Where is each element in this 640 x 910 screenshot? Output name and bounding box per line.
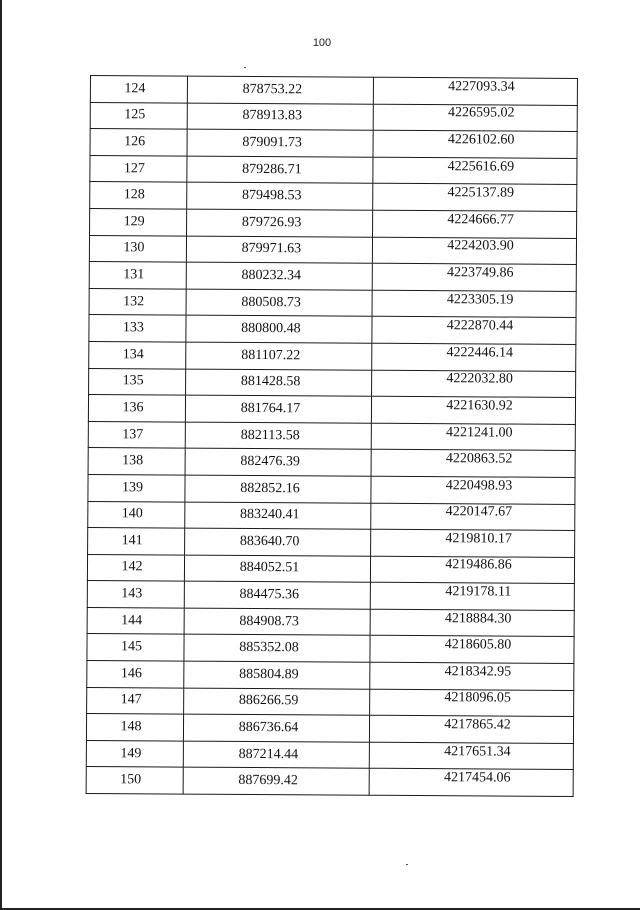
point-number-text: 142 <box>121 559 143 575</box>
x-coordinate-cell <box>184 688 370 716</box>
x-coordinate-text: 881428.58 <box>240 374 301 390</box>
point-number-text: 148 <box>120 719 142 735</box>
y-coordinate-cell <box>371 503 575 531</box>
x-coordinate-text: 883640.70 <box>239 533 300 550</box>
y-coordinate-cell <box>370 689 574 717</box>
x-coordinate-cell <box>187 156 373 184</box>
point-number-cell <box>90 129 187 156</box>
point-number-cell <box>90 155 187 182</box>
y-coordinate-cell <box>369 715 573 743</box>
x-coordinate-cell <box>187 103 373 131</box>
point-number-text: 127 <box>123 160 145 176</box>
x-coordinate-text: 884908.73 <box>239 613 299 629</box>
x-coordinate-cell <box>184 635 370 663</box>
y-coordinate-text: 4218605.80 <box>444 637 512 653</box>
point-number-text: 146 <box>120 666 142 682</box>
y-coordinate-cell <box>373 77 577 105</box>
x-coordinate-cell <box>185 502 371 530</box>
table-row <box>89 368 576 398</box>
table-row <box>90 208 577 238</box>
x-coordinate-cell <box>186 369 372 397</box>
point-number-cell <box>90 182 187 209</box>
point-number-cell <box>86 714 183 741</box>
point-number-text: 133 <box>122 320 145 336</box>
x-coordinate-cell <box>185 422 371 450</box>
y-coordinate-text: 4219486.86 <box>445 557 512 574</box>
x-coordinate-cell <box>187 182 373 210</box>
y-coordinate-cell <box>371 476 575 504</box>
table-row <box>87 607 574 637</box>
table-row <box>89 262 576 292</box>
scan-speck <box>244 67 246 68</box>
x-coordinate-text: 879971.63 <box>241 241 302 257</box>
x-coordinate-text: 881107.22 <box>241 347 301 364</box>
y-coordinate-text: 4225616.69 <box>447 158 515 175</box>
table-row <box>87 634 574 664</box>
table-row <box>90 102 577 132</box>
point-number-cell <box>88 448 185 475</box>
y-coordinate-cell <box>370 583 574 611</box>
scan-speck <box>406 864 408 865</box>
table-row <box>86 740 573 770</box>
point-number-cell <box>86 740 183 767</box>
y-coordinate-cell <box>371 529 575 557</box>
table-row <box>87 687 574 717</box>
y-coordinate-cell <box>371 396 575 424</box>
x-coordinate-text: 887699.42 <box>238 773 298 789</box>
y-coordinate-text: 4227093.34 <box>448 78 515 95</box>
point-number-text: 131 <box>123 267 145 283</box>
point-number-text: 139 <box>121 479 144 496</box>
y-coordinate-cell <box>373 130 577 158</box>
y-coordinate-cell <box>371 423 575 451</box>
point-number-cell <box>89 288 186 315</box>
table-row <box>88 474 575 504</box>
point-number-text: 128 <box>123 187 145 203</box>
y-coordinate-text: 4219810.17 <box>445 531 512 547</box>
y-coordinate-text: 4225137.89 <box>447 185 515 201</box>
point-number-text: 126 <box>124 134 146 150</box>
point-number-cell <box>89 262 186 289</box>
point-number-cell <box>89 315 186 342</box>
coordinates-table-container <box>86 75 576 797</box>
y-coordinate-text: 4222032.80 <box>446 371 513 387</box>
table-row <box>87 661 574 691</box>
y-coordinate-cell <box>370 636 574 664</box>
point-number-text: 125 <box>124 107 146 123</box>
x-coordinate-text: 879498.53 <box>241 188 302 204</box>
point-number-text: 147 <box>120 692 142 708</box>
point-number-text: 138 <box>122 453 144 469</box>
y-coordinate-text: 4219178.11 <box>445 584 512 600</box>
table-row <box>89 315 576 345</box>
x-coordinate-text: 878753.22 <box>242 81 303 98</box>
table-row <box>88 448 575 478</box>
y-coordinate-cell <box>369 769 573 797</box>
x-coordinate-text: 878913.83 <box>242 108 303 124</box>
y-coordinate-text: 4220498.93 <box>445 477 513 494</box>
x-coordinate-cell <box>186 262 372 290</box>
x-coordinate-cell <box>185 395 371 423</box>
y-coordinate-text: 4217454.06 <box>443 770 511 786</box>
point-number-cell <box>90 76 187 103</box>
y-coordinate-cell <box>373 184 577 212</box>
x-coordinate-cell <box>185 528 371 556</box>
y-coordinate-cell <box>370 556 574 584</box>
table-row <box>90 182 577 212</box>
x-coordinate-text: 886736.64 <box>238 719 299 736</box>
y-coordinate-cell <box>372 263 576 291</box>
y-coordinate-cell <box>372 237 576 265</box>
y-coordinate-text: 4218884.30 <box>444 610 512 627</box>
x-coordinate-text: 882852.16 <box>240 480 300 496</box>
x-coordinate-cell <box>184 661 370 689</box>
x-coordinate-cell <box>187 209 373 237</box>
x-coordinate-text: 887214.44 <box>238 746 299 762</box>
y-coordinate-text: 4220863.52 <box>445 451 513 467</box>
y-coordinate-text: 4218096.05 <box>444 690 511 707</box>
point-number-text: 141 <box>121 533 143 549</box>
y-coordinate-cell <box>370 609 574 637</box>
x-coordinate-text: 886266.59 <box>238 693 299 709</box>
x-coordinate-text: 879286.71 <box>242 161 302 177</box>
x-coordinate-cell <box>183 768 369 796</box>
point-number-text: 137 <box>122 426 144 442</box>
point-number-cell <box>87 607 184 634</box>
y-coordinate-text: 4223749.86 <box>447 265 514 281</box>
point-number-cell <box>90 102 187 129</box>
x-coordinate-text: 879091.73 <box>242 134 302 151</box>
point-number-cell <box>87 687 184 714</box>
point-number-cell <box>87 581 184 608</box>
point-number-cell <box>87 661 184 688</box>
y-coordinate-text: 4217651.34 <box>444 743 511 760</box>
table-row <box>90 76 577 106</box>
x-coordinate-text: 880232.34 <box>241 267 302 284</box>
x-coordinate-text: 882476.39 <box>240 454 300 470</box>
table-row <box>90 129 577 159</box>
point-number-text: 130 <box>123 240 145 256</box>
y-coordinate-text: 4221630.92 <box>446 398 513 414</box>
x-coordinate-text: 882113.58 <box>240 427 300 443</box>
x-coordinate-cell <box>187 76 373 104</box>
y-coordinate-text: 4220147.67 <box>445 504 513 520</box>
y-coordinate-text: 4222870.44 <box>446 318 514 334</box>
point-number-text: 136 <box>122 400 144 416</box>
x-coordinate-cell <box>186 315 372 343</box>
coordinates-table-body <box>86 76 577 797</box>
x-coordinate-cell <box>186 289 372 317</box>
y-coordinate-text: 4223305.19 <box>446 291 514 308</box>
y-coordinate-text: 4222446.14 <box>446 344 514 361</box>
point-number-cell <box>89 235 186 262</box>
y-coordinate-text: 4226102.60 <box>447 132 515 148</box>
point-number-cell <box>86 767 183 794</box>
x-coordinate-cell <box>184 555 370 583</box>
y-coordinate-cell <box>373 157 577 185</box>
y-coordinate-text: 4217865.42 <box>444 717 511 733</box>
point-number-cell <box>88 501 185 528</box>
x-coordinate-cell <box>186 342 372 370</box>
y-coordinate-text: 4224666.77 <box>447 211 514 228</box>
point-number-text: 149 <box>120 745 142 761</box>
point-number-cell <box>89 368 186 395</box>
point-number-cell <box>87 634 184 661</box>
point-number-text: 124 <box>124 81 146 97</box>
point-number-text: 140 <box>121 506 143 522</box>
point-number-cell <box>88 395 185 422</box>
table-row <box>89 288 576 318</box>
y-coordinate-cell <box>372 290 576 318</box>
x-coordinate-text: 879726.93 <box>241 214 302 231</box>
point-number-text: 145 <box>120 639 143 655</box>
point-number-cell <box>88 421 185 448</box>
point-number-text: 135 <box>122 373 144 389</box>
table-row <box>89 341 576 371</box>
table-row <box>87 554 574 584</box>
y-coordinate-cell <box>372 370 576 398</box>
x-coordinate-text: 880508.73 <box>241 294 301 310</box>
x-coordinate-cell <box>187 129 373 157</box>
y-coordinate-cell <box>372 343 576 371</box>
point-number-text: 150 <box>120 772 142 788</box>
x-coordinate-text: 884052.51 <box>239 560 300 576</box>
x-coordinate-cell <box>185 448 371 476</box>
point-number-cell <box>90 208 187 235</box>
table-row <box>88 501 575 531</box>
y-coordinate-text: 4224203.90 <box>447 238 514 254</box>
x-coordinate-text: 885804.89 <box>239 666 299 683</box>
point-number-cell <box>88 528 185 555</box>
x-coordinate-cell <box>184 581 370 609</box>
x-coordinate-text: 884475.36 <box>239 587 300 603</box>
point-number-text: 144 <box>121 612 143 629</box>
y-coordinate-text: 4218342.95 <box>444 664 512 680</box>
y-coordinate-cell <box>373 210 577 238</box>
table-row <box>89 235 576 265</box>
x-coordinate-cell <box>183 741 369 769</box>
x-coordinate-cell <box>186 236 372 264</box>
x-coordinate-text: 885352.08 <box>239 640 299 656</box>
y-coordinate-cell <box>373 104 577 132</box>
point-number-cell <box>88 474 185 501</box>
table-row <box>88 528 575 558</box>
x-coordinate-text: 880800.48 <box>241 321 301 337</box>
point-number-text: 143 <box>121 586 143 602</box>
y-coordinate-cell <box>371 450 575 478</box>
y-coordinate-cell <box>370 662 574 690</box>
table-row <box>90 155 577 185</box>
point-number-cell <box>87 554 184 581</box>
x-coordinate-cell <box>183 714 369 742</box>
table-row <box>87 581 574 611</box>
point-number-cell <box>89 341 186 368</box>
y-coordinate-cell <box>372 317 576 345</box>
page-number: 100 <box>312 37 332 49</box>
y-coordinate-text: 4221241.00 <box>446 424 513 441</box>
point-number-text: 132 <box>123 293 145 309</box>
x-coordinate-text: 881764.17 <box>240 400 301 417</box>
y-coordinate-cell <box>369 742 573 770</box>
table-row <box>86 714 573 744</box>
x-coordinate-text: 883240.41 <box>240 507 300 523</box>
table-row <box>88 421 575 451</box>
point-number-text: 129 <box>123 213 145 230</box>
x-coordinate-cell <box>184 608 370 636</box>
x-coordinate-cell <box>185 475 371 503</box>
table-row <box>88 395 575 425</box>
coordinates-table <box>86 75 578 797</box>
table-row <box>86 767 573 797</box>
y-coordinate-text: 4226595.02 <box>447 105 515 121</box>
point-number-text: 134 <box>122 346 144 363</box>
